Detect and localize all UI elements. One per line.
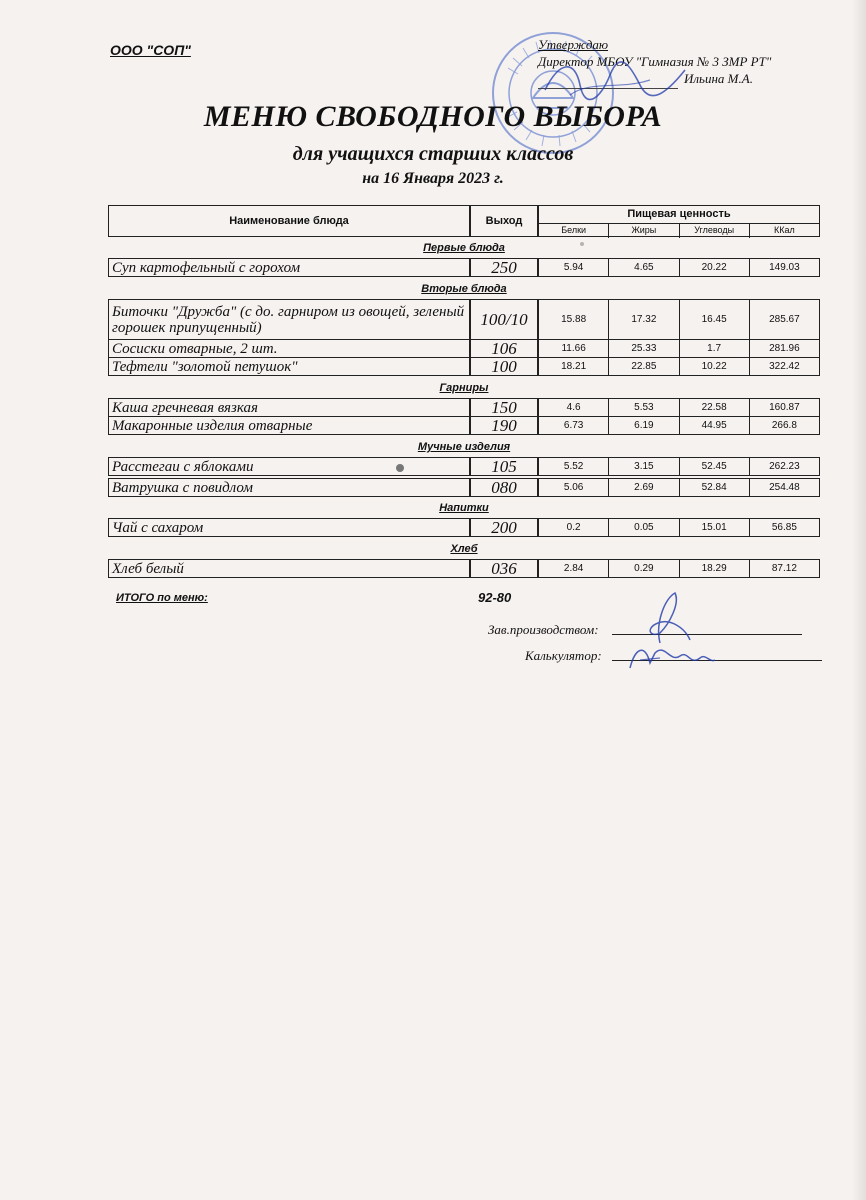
dish-fat: 0.05 — [609, 519, 679, 536]
section-title: Первые блюда — [423, 242, 505, 254]
dish-name: Каша гречневая вязкая — [108, 398, 470, 417]
dish-output: 036 — [470, 559, 538, 578]
document-title: МЕНЮ СВОБОДНОГО ВЫБОРА — [203, 100, 663, 133]
dish-carbs: 18.29 — [680, 560, 750, 577]
dish-kcal: 322.42 — [769, 361, 800, 372]
dish-protein: 6.73 — [539, 417, 609, 434]
document-subtitle: для учащихся старших классов — [292, 143, 574, 165]
dish-fat: 25.33 — [609, 340, 679, 357]
dish-output: 080 — [470, 478, 538, 497]
header-carbs: Углеводы — [680, 224, 750, 238]
dish-protein: 5.94 — [539, 259, 609, 276]
header-kcal: ККал — [774, 225, 795, 235]
dish-output: 200 — [470, 518, 538, 537]
dish-name: Ватрушка с повидлом — [108, 478, 470, 497]
production-manager-label: Зав.производством: — [488, 622, 599, 637]
dish-output: 250 — [470, 258, 538, 277]
dish-output: 190 — [470, 416, 538, 435]
dish-protein: 11.66 — [539, 340, 609, 357]
table-header — [108, 205, 820, 237]
dish-fat: 22.85 — [609, 358, 679, 375]
ink-spot — [396, 464, 404, 472]
header-protein: Белки — [539, 224, 609, 238]
dish-kcal: 281.96 — [769, 343, 800, 354]
dish-kcal: 262.23 — [769, 461, 800, 472]
dish-kcal: 56.85 — [771, 522, 797, 533]
dish-name: Макаронные изделия отварные — [108, 416, 470, 435]
approve-label: Утверждаю — [538, 37, 609, 52]
dish-carbs: 52.84 — [680, 479, 750, 496]
dish-carbs: 15.01 — [680, 519, 750, 536]
table-row — [108, 398, 820, 417]
organization-name: ООО "СОП" — [110, 42, 191, 58]
section-title: Хлеб — [450, 543, 478, 555]
table-row — [108, 518, 820, 537]
dish-fat: 5.53 — [609, 399, 679, 416]
dish-fat: 4.65 — [609, 259, 679, 276]
header-nutrition-title: Пищевая ценность — [539, 206, 819, 224]
table-row — [108, 559, 820, 578]
dish-carbs: 10.22 — [680, 358, 750, 375]
dish-name: Расстегаи с яблоками — [108, 457, 470, 476]
dish-carbs: 1.7 — [680, 340, 750, 357]
approve-person: Ильина М.А. — [684, 71, 753, 86]
dish-carbs: 16.45 — [680, 300, 750, 339]
dish-carbs: 22.58 — [680, 399, 750, 416]
table-row — [108, 416, 820, 435]
total-label: ИТОГО по меню: — [116, 592, 208, 604]
calculator-label: Калькулятор: — [525, 648, 602, 663]
dish-fat: 3.15 — [609, 458, 679, 475]
dish-fat: 2.69 — [609, 479, 679, 496]
ink-spot — [580, 242, 584, 246]
document-date: на 16 Января 2023 г. — [362, 170, 504, 187]
dish-protein: 5.06 — [539, 479, 609, 496]
dish-name: Сосиски отварные, 2 шт. — [108, 339, 470, 358]
dish-output: 106 — [470, 339, 538, 358]
dish-name: Хлеб белый — [108, 559, 470, 578]
dish-name: Суп картофельный с горохом — [108, 258, 470, 277]
total-value: 92-80 — [478, 590, 512, 605]
dish-fat: 0.29 — [609, 560, 679, 577]
header-dish-name: Наименование блюда — [108, 205, 470, 237]
dish-name: Биточки "Дружба" (с до. гарниром из овощей, зеленый горошек припущенный) — [108, 299, 470, 340]
dish-protein: 4.6 — [539, 399, 609, 416]
dish-protein: 2.84 — [539, 560, 609, 577]
dish-kcal: 266.8 — [771, 420, 797, 431]
dish-output: 100 — [470, 357, 538, 376]
approve-position: Директор МБОУ "Гимназия № 3 ЗМР РТ" — [538, 54, 772, 69]
table-row — [108, 457, 820, 476]
dish-fat: 6.19 — [609, 417, 679, 434]
section-title: Мучные изделия — [417, 441, 511, 453]
dish-carbs: 52.45 — [680, 458, 750, 475]
dish-kcal: 285.67 — [769, 314, 800, 325]
header-fat: Жиры — [609, 224, 679, 238]
calculator-signature-icon — [620, 638, 720, 678]
dish-kcal: 149.03 — [769, 262, 800, 273]
dish-protein: 18.21 — [539, 358, 609, 375]
table-row — [108, 299, 820, 340]
dish-output: 100/10 — [470, 299, 538, 340]
dish-output: 105 — [470, 457, 538, 476]
dish-protein: 0.2 — [539, 519, 609, 536]
section-title: Гарниры — [439, 382, 489, 394]
dish-name: Тефтели "золотой петушок" — [108, 357, 470, 376]
section-title: Напитки — [439, 502, 489, 514]
dish-fat: 17.32 — [609, 300, 679, 339]
header-output: Выход — [470, 205, 538, 237]
table-row — [108, 357, 820, 376]
dish-kcal: 254.48 — [769, 482, 800, 493]
dish-protein: 15.88 — [539, 300, 609, 339]
table-row — [108, 478, 820, 497]
table-row — [108, 258, 820, 277]
dish-kcal: 87.12 — [771, 563, 797, 574]
header-nutrition — [538, 205, 820, 237]
table-row — [108, 339, 820, 358]
dish-protein: 5.52 — [539, 458, 609, 475]
dish-carbs: 44.95 — [680, 417, 750, 434]
dish-output: 150 — [470, 398, 538, 417]
section-title: Вторые блюда — [421, 283, 507, 295]
dish-kcal: 160.87 — [769, 402, 800, 413]
dish-carbs: 20.22 — [680, 259, 750, 276]
dish-name: Чай с сахаром — [108, 518, 470, 537]
